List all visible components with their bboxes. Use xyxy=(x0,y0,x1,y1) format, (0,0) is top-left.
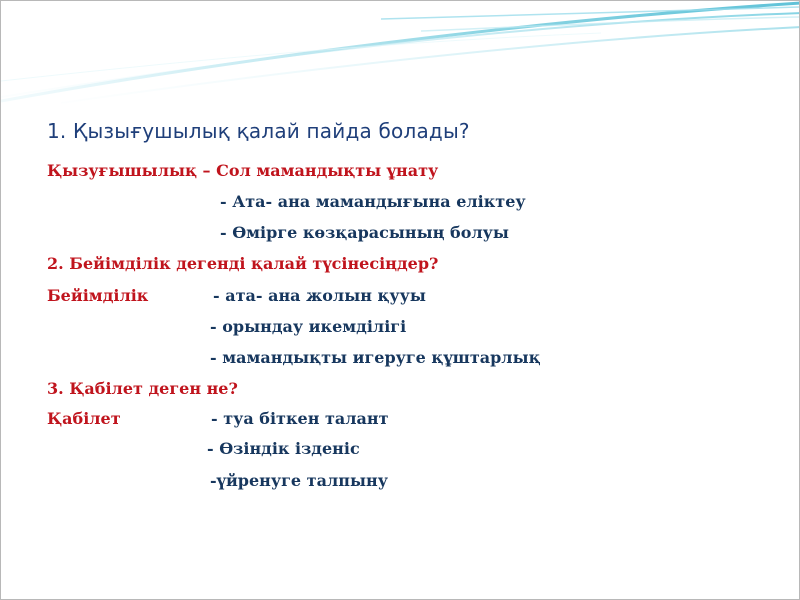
answer-6: - мамандықты игеруге құштарлық xyxy=(210,348,541,367)
answer-4: - ата- ана жолын қууы xyxy=(213,286,426,305)
term-interest: Қызуғышылық – xyxy=(47,161,217,180)
decorative-swoosh xyxy=(1,1,800,111)
answer-1: Сол мамандықты ұнату xyxy=(216,161,439,180)
term-inclination: Бейімділік xyxy=(47,286,149,305)
slide-title: 1. Қызығушылық қалай пайда болады? xyxy=(47,119,470,143)
answer-2: - Ата- ана мамандығына еліктеу xyxy=(220,192,526,211)
answer-7: - туа біткен талант xyxy=(211,409,389,428)
term-ability: Қабілет xyxy=(47,409,121,428)
answer-8: - Өзіндік ізденіс xyxy=(207,439,360,458)
line-interest-definition xyxy=(47,161,438,180)
answer-9: -үйренуге талпыну xyxy=(210,471,388,490)
question-3: 3. Қабілет деген не? xyxy=(47,379,238,398)
question-2: 2. Бейімділік дегенді қалай түсінесіңдер? xyxy=(47,254,439,273)
answer-5: - орындау икемділігі xyxy=(210,317,407,336)
answer-3: - Өмірге көзқарасының болуы xyxy=(220,223,509,242)
